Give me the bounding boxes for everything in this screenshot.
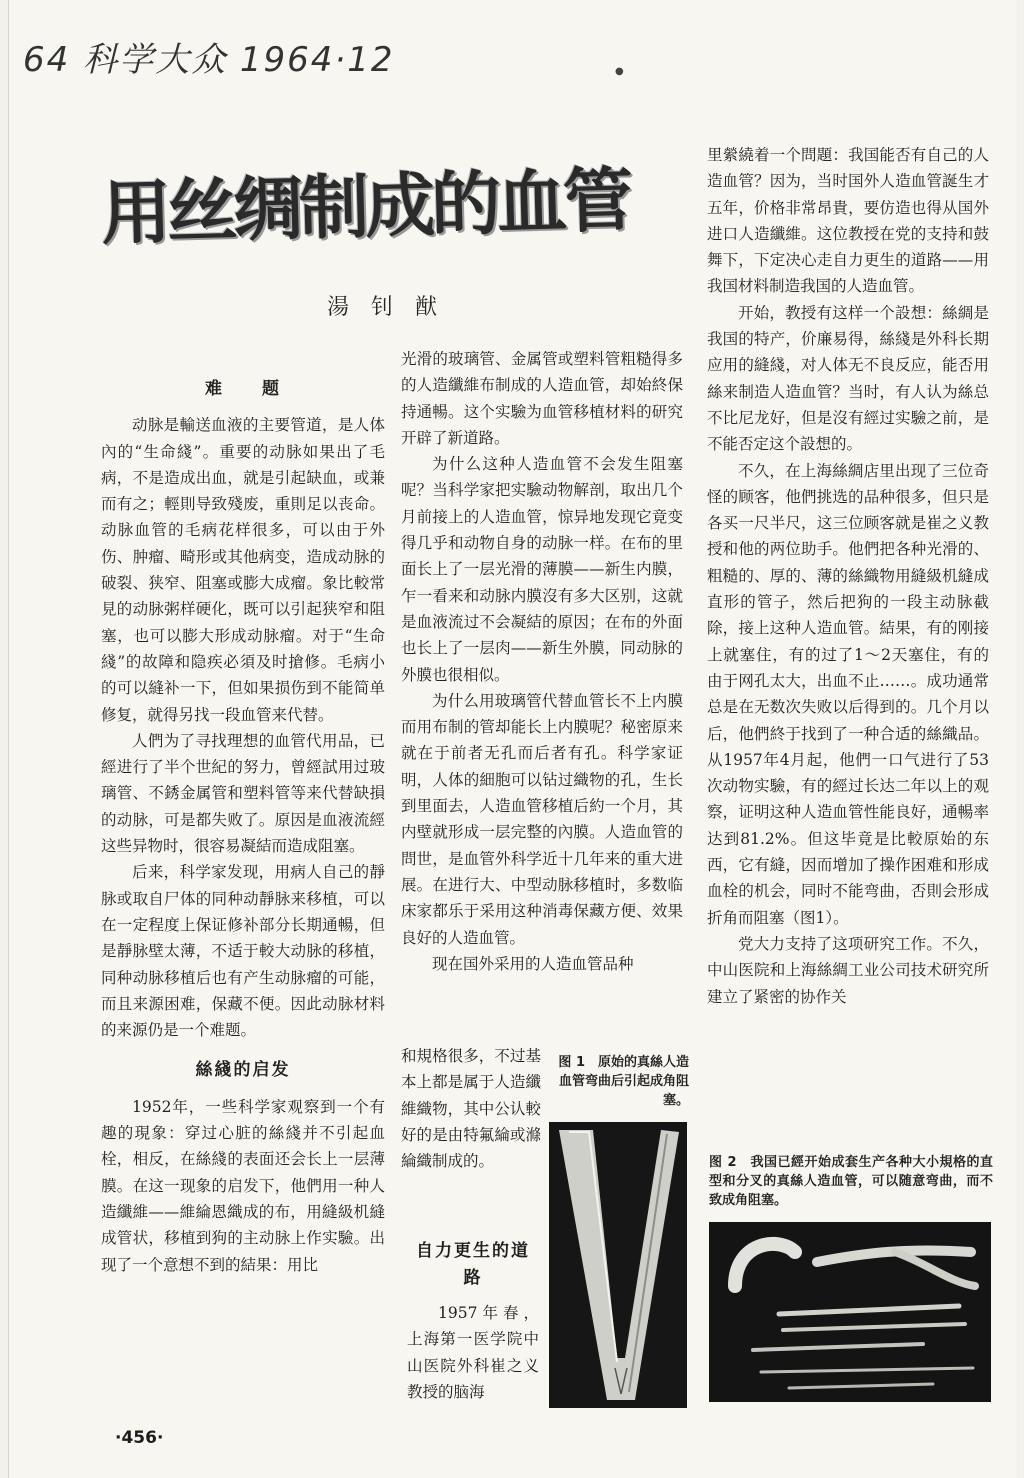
magazine-page [8, 0, 1017, 1478]
paragraph: 人們为了寻找理想的血管代用品，已經进行了半个世紀的努力，曾經試用过玻璃管、不銹金属管和塑料管等来代替缺損的动脉，可是都失败了。原因是血液流經这些异物时，很容易凝結而造成阻塞。 [101, 731, 385, 856]
section-heading-self-reliance: 自力更生的道路 [416, 1241, 530, 1288]
column-2-section [407, 1238, 539, 1405]
section-heading-problem: 难 题 [205, 379, 281, 399]
bent-silk-vessel-image [549, 1122, 687, 1408]
column-1 [101, 368, 385, 1278]
paragraph: 1957年春，上海第一医学院中山医院外科崔之义教授的脑海 [407, 1304, 539, 1401]
column-2 [401, 346, 683, 977]
figure-1-photo [549, 1122, 687, 1408]
figure-2-photo [709, 1222, 991, 1402]
paragraph: 为什么用玻璃管代替血管长不上内膜而用布制的管却能长上内膜呢？秘密原来就在于前者无孔而后者有孔。科学家证明，人体的細胞可以钻过織物的孔，生长到里面去，人造血管移植后約一个月，其内壁就形成一层完整的內膜。人造血管的問世，是血管外科学近十几年来的重大进展。在进行大、中型动脉移植时，多数临床家都乐于采用这种消毒保藏方便、效果良好的人造血管。 [401, 691, 683, 947]
column-2-narrow-text [401, 1043, 541, 1174]
column-3 [707, 142, 989, 1010]
handwritten-note: 64 科学大众 1964·12 [23, 40, 395, 80]
paragraph: 后来，科学家发现，用病人自己的靜脉或取自尸体的同种动靜脉来移植，可以在一定程度上保证修补部分长期通暢，但是靜脉壁太薄，不适于較大动脉的移植，同种动脉移植后也有产生动脉瘤的可能，而且来源困难，保藏不便。因此动脉材料的来源仍是一个难题。 [101, 863, 385, 1040]
page-number: ·456· [115, 1428, 164, 1448]
figure-1-caption: 图 1 原始的真絲人造血管弯曲后引起成角阻塞。 [558, 1055, 689, 1108]
paragraph: 党大力支持了这项研究工作。不久，中山医院和上海絲綢工业公司技术研究所建立了紧密的协作关 [707, 934, 989, 1006]
paragraph: 现在国外采用的人造血管品种 [432, 954, 634, 973]
article-title: 用丝绸制成的血管 [100, 158, 631, 255]
article-author: 湯钊猷 [327, 295, 460, 320]
section-heading-silk-inspiration: 絲綫的启发 [195, 1060, 291, 1081]
paragraph: 动脉是輸送血液的主要管道，是人体內的“生命綫”。重要的动脉如果出了毛病，不是造成出血，就是引起缺血，或兼而有之；輕則导致殘废，重則足以丧命。动脉血管的毛病花样很多，可以由于外伤、肿瘤、畸形或其他病变，造成动脉的破裂、狭窄、阻塞或膨大成瘤。象比較常見的动脉粥样硬化，既可以引起狭窄和阻塞，也可以膨大形成动脉瘤。对于“生命綫”的故障和隐疾必須及时搶修。毛病小的可以縫补一下，但如果损伤到不能简单修复，就得另找一段血管来代替。 [101, 416, 385, 724]
paragraph: 光滑的玻璃管、金属管或塑料管粗糙得多的人造纖維布制成的人造血管，却始終保持通暢。这个实驗为血管移植材料的研究开辟了新道路。 [401, 350, 683, 447]
silk-vessel-assortment-image [709, 1222, 991, 1402]
figure-2-caption: 图 2 我国已經开始成套生产各种大小規格的直型和分叉的真絲人造血管，可以随意弯曲，而不致成角阻塞。 [709, 1155, 993, 1208]
paragraph: 为什么这种人造血管不会发生阻塞呢？当科学家把实驗动物解剖，取出几个月前接上的人造血管，惊异地发现它竟变得几乎和动物自身的动脉一样。在布的里面长上了一层光滑的薄膜——新生内膜，乍一看来和动脉内膜沒有多大区别，这就是血液流过不会凝結的原因；在布的外面也长上了一层肉——新生外膜，同动脉的外膜也很相似。 [401, 455, 683, 684]
paragraph: 里縈繞着一个問題：我国能否有自己的人造血管？因为，当时国外人造血管誕生才五年，价格非常昂貴，要仿造也得从国外进口人造纖維。这位教授在党的支持和鼓舞下，下定决心走自力更生的道路——用我国材料制造我国的人造血管。 [707, 146, 989, 296]
paragraph: 1952年，一些科学家观察到一个有趣的現象：穿过心脏的絲綫并不引起血栓，相反，在絲綫的表面还会长上一层薄膜。在这一现象的启发下，他們用一种人造纖維——維綸恩織成的布，用縫級机縫成管状，移植到狗的主动脉上作实驗。出现了一个意想不到的結果：用比 [101, 1097, 385, 1274]
ink-dot: ● [615, 66, 624, 77]
paragraph: 不久，在上海絲綢店里出现了三位奇怪的顾客，他們挑选的品种很多，但只是各买一尺半尺，这三位顾客就是崔之义教授和他的两位助手。他們把各种光滑的、粗糙的、厚的、薄的絲織物用縫級机縫成直形的管子，然后把狗的一段主动脉截除，接上这种人造血管。結果，有的刚接上就塞住，有的过了1～2天塞住，有的由于网孔太大，出血不止……。成功通常总是在无数次失败以后得到的。几个月以后，他們終于找到了一种合适的絲織品。从1957年4月起，他們一口气进行了53次动物实驗，有的經过长达二年以上的观察，证明这种人造血管性能良好，通暢率达到81.2%。但这毕竟是比較原始的东西，它有縫，因而增加了操作困难和形成血栓的机会，同时不能弯曲，否則会形成折角而阻塞（图1）。 [707, 461, 989, 927]
paragraph: 和規格很多，不过基本上都是属于人造纖維織物，其中公认較好的是由特氟綸或滌綸織制成的。 [401, 1047, 541, 1171]
paragraph: 开始，教授有这样一个設想：絲綢是我国的特产，价廉易得，絲綫是外科长期应用的縫綫，对人体无不良反应，能否用絲来制造人造血管？当时，有人认为絲总不比尼龙好，但是沒有經过实驗之前，是不能否定这个設想的。 [707, 303, 989, 454]
